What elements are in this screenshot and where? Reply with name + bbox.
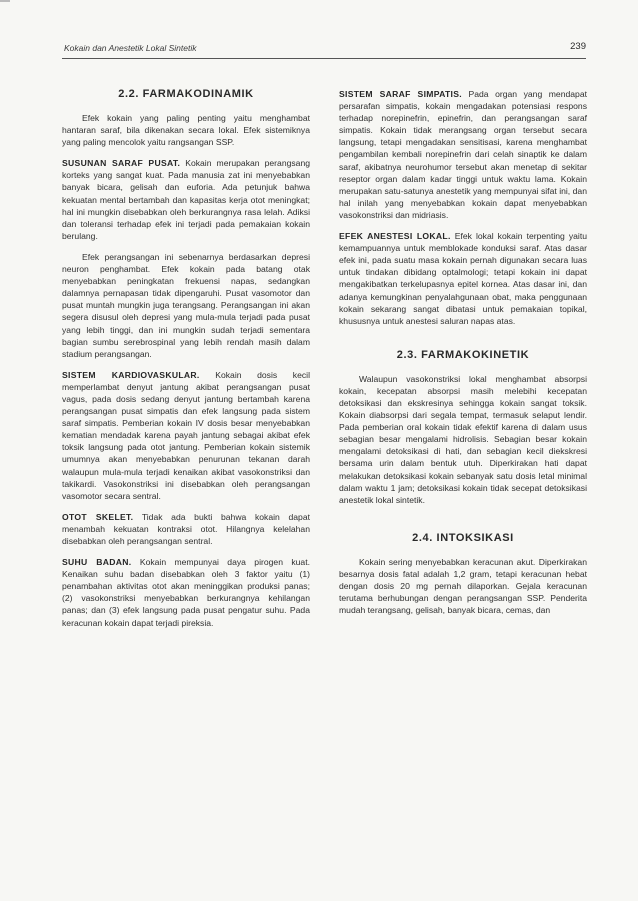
section-title-farmakokinetik: 2.3. FARMAKOKINETIK <box>396 348 530 361</box>
section-title-farmakodinamik: 2.2. FARMAKODINAMIK <box>118 88 254 100</box>
paragraph-suhu-badan <box>62 556 310 629</box>
running-header: Kokain dan Anestetik Lokal Sintetik <box>64 43 197 53</box>
left-column <box>62 88 310 638</box>
paragraph-intoksikasi: Kokain sering menyebabkan keracunan akut. Diperkirakan besarnya dosis fatal adalah 1,2 gram, tetapi keracunan hebat dengan dosis 20 mg pernah dilaporkan. Gejala keracunan terutama berhubungan dengan perangsangan SSP. Penderita mudah terangsang, gelisah, banyak bicara, cemas, dan <box>339 556 587 616</box>
scan-edge-mark <box>0 0 10 2</box>
text-anestesi-lokal: Efek lokal kokain terpenting yaitu kemampuannya untuk memblokade konduksi saraf. Atas dasar efek ini, pada suatu masa kokain pernah digunakan secara luas untuk tindakan dibidang optalmologi; tetapi kokain ini dapat mengakibatkan terkelupasnya epitel kornea. Atas dasar ini, dan adanya kemungkinan penyalahgunaan obat, maka penggunaan kokain sekarang sangat dibatasi untuk pemakaian topikal, khususnya untuk anestesi saluran napas atas. <box>339 231 588 326</box>
paragraph-anestesi-lokal <box>339 230 587 327</box>
lead-suhu-badan: SUHU BADAN. <box>62 557 132 568</box>
paragraph-intro: Efek kokain yang paling penting yaitu menghambat hantaran saraf, bila dikenakan secara lokal. Efek sistemiknya yang paling mencolok yaitu rangsangan SSP. <box>62 113 310 148</box>
text-kardiovaskular: Kokain dosis kecil memperlambat denyut jantung akibat perangsangan pusat vagus, pada dosis sedang denyut jantung bertambah karena perangsangan pusat simpatis dan efek langsung pada sistem saraf simpatis. Pemberian kokain IV dosis besar menyebabkan kematian mendadak karena payah jantung sebagai akibat efek toksik langsung pada otot jantung. Pemberian kokain sistemik umumnya akan menyebabkan penurunan tekanan darah walaupun mula-mula terjadi kenaikan akibat vasokonstriksi dan takikardi. Vasokonstriksi ini disebabkan oleh perangsangan vasomotor secara sentral. <box>62 369 310 501</box>
text-susunan-saraf-pusat: Kokain merupakan perangsang korteks yang sangat kuat. Pada manusia zat ini menyebabkan banyak bicara, gelisah dan euforia. Ada petunjuk bahwa kekuatan mental bertambah dan kapasitas kerja otot meningkat; hal ini mungkin disebabkan oleh berkurangnya rasa lelah. Adiksi dan toleransi terhadap efek ini terjadi pada pemakaian kokain berulang. <box>62 158 311 241</box>
header-divider <box>62 58 586 59</box>
page-number: 239 <box>570 41 586 52</box>
paragraph-otot-skelet <box>62 511 310 547</box>
lead-otot-skelet: OTOT SKELET. <box>62 511 134 522</box>
text-suhu-badan: Kokain mempunyai daya pirogen kuat. Kenaikan suhu badan disebabkan oleh 3 faktor yaitu (1) penambahan aktivitas otot akan meninggikan produksi panas; (2) vasokonstriksi menyebabkan berkurangnya kehilangan panas; dan (3) efek langsung pada pusat pengatur suhu. Pada keracunan kokain dapat terjadi pireksia. <box>62 557 310 628</box>
paragraph-saraf-simpatis <box>339 88 587 221</box>
lead-saraf-simpatis: SISTEM SARAF SIMPATIS. <box>339 89 462 99</box>
text-saraf-simpatis: Pada organ yang mendapat persarafan simpatis, kokain mengadakan potensiasi respons terhadap norepinefrin, epinefrin, dan perangsangan saraf simpatis. Kokain tidak merangsang organ tersebut secara langsung, tetapi mengadakan sensitisasi, karena menghambat pengambilan kembali norepinefrin dari celah sinaptik ke dalam saraf, akibatnya neurohumor tersebut akan menetap di sekitar reseptor organ dalam kadar tinggi untuk waktu lama. Kokain merupakan satu-satunya anestetik yang mempunyai sifat ini, dan hal inilah yang menyebabkan kokain dapat menyebabkan vasokonstriksi dan midriasis. <box>339 89 587 220</box>
lead-susunan-saraf-pusat: SUSUNAN SARAF PUSAT. <box>62 158 181 169</box>
lead-anestesi-lokal: EFEK ANESTESI LOKAL. <box>339 231 451 242</box>
paragraph-susunan-saraf-pusat <box>62 157 310 242</box>
paragraph-kardiovaskular <box>62 369 310 502</box>
paragraph-farmakokinetik: Walaupun vasokonstriksi lokal menghambat absorpsi kokain, kecepatan absorpsi masih melebihi kecepatan detoksikasi dan ekskresinya sehingga kokain sangat toksik. Kokain diabsorpsi dari segala tempat, termasuk selaput lendir. Pada pemberian oral kokain tidak efektif karena di dalam usus sebagian besar mengalami hidrolisis. Sebagian besar kokain mengalami detoksikasi di hati, dan sebagian kecil diekskresi bersama urin dalam bentuk utuh. Diperkirakan hati dapat melakukan detoksikasi kokain sebanyak satu dosis letal minimal dalam waktu 1 jam; detoksikasi kokain tidak secepat detoksikasi anestetik lokal sintetik. <box>339 373 587 505</box>
paragraph-depresi-neuron: Efek perangsangan ini sebenarnya berdasarkan depresi neuron penghambat. Efek kokain pada batang otak menyebabkan peningkatan frekuensi napas, sedangkan dalamnya pernapasan tidak dipengaruhi. Pusat vasomotor dan pusat muntah mungkin juga terangsang. Perangsangan ini akan segera disusul oleh depresi yang mula-mula terjadi pada pusat yang lebih tinggi, dan ini mungkin sudah terjadi sementara bagian sumbu serebrospinal yang lebih rendah masih dalam stadium perangsangan. <box>62 251 310 359</box>
text-otot-skelet: Tidak ada bukti bahwa kokain dapat menambah kekuatan kontraksi otot. Hilangnya kelelahan disebabkan oleh perangsangan sentral. <box>62 511 310 546</box>
right-column <box>339 88 587 625</box>
lead-kardiovaskular: SISTEM KARDIOVASKULAR. <box>62 369 200 380</box>
section-title-intoksikasi: 2.4. INTOKSIKASI <box>412 531 514 544</box>
